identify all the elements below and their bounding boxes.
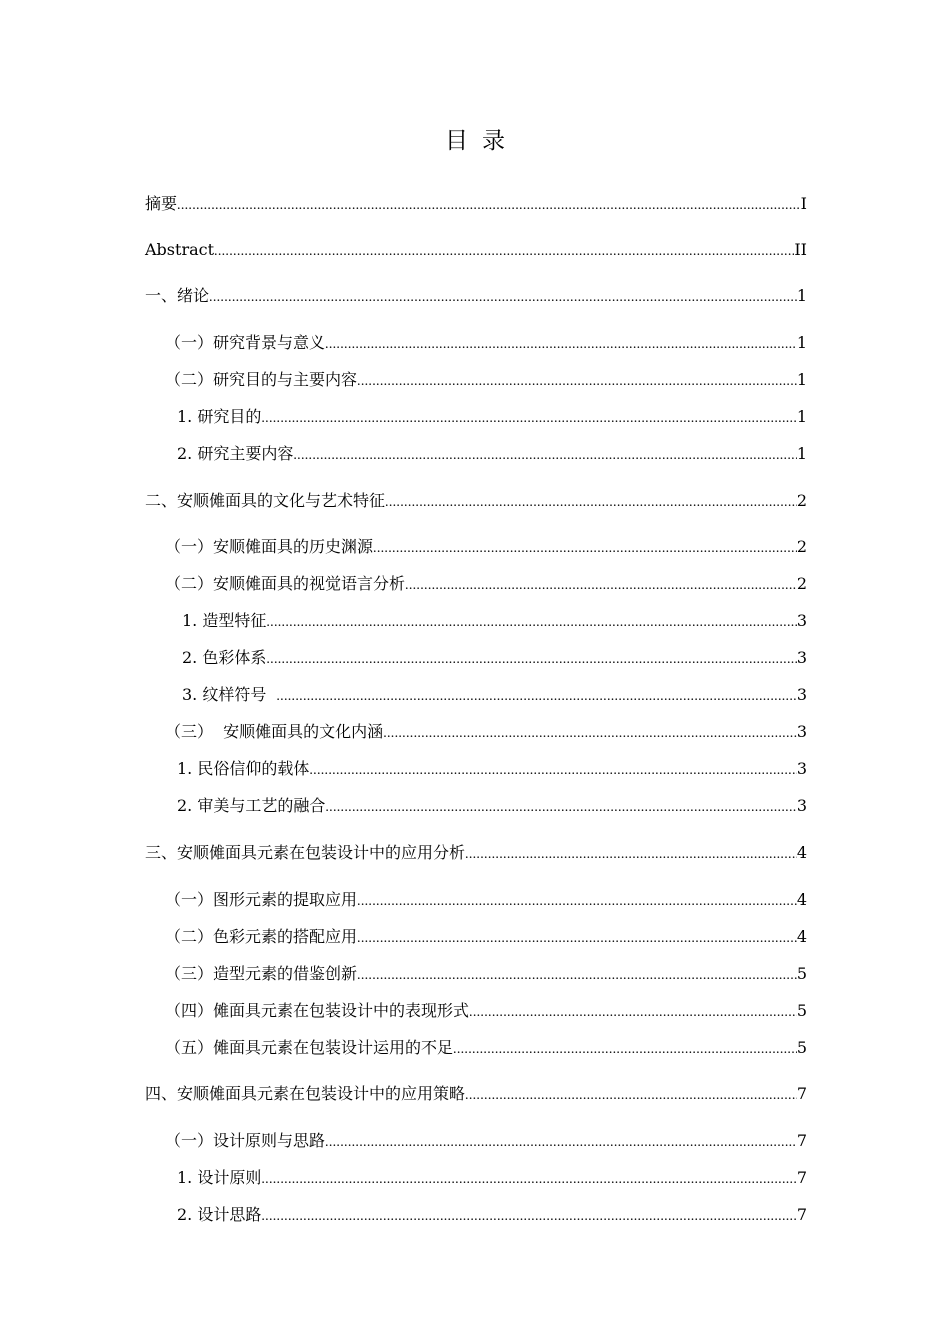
dot-leader	[469, 1005, 797, 1021]
toc-entry-label: （四）傩面具元素在包装设计中的表现形式	[165, 1001, 470, 1020]
toc-entry-label: 摘要	[145, 194, 178, 213]
toc-entry-label: 2. 设计思路	[177, 1205, 262, 1224]
toc-entry-section[interactable]	[165, 718, 807, 742]
dot-leader	[266, 652, 796, 668]
toc-entry-section[interactable]	[165, 570, 807, 594]
toc-entry-chapter-4[interactable]	[145, 1080, 807, 1104]
toc-entry-subsection[interactable]	[182, 681, 807, 705]
toc-entry-chapter-3[interactable]	[145, 839, 807, 863]
toc-entry-page: 3	[796, 685, 807, 704]
dot-leader	[405, 578, 797, 594]
dot-leader	[383, 726, 797, 742]
toc-entry-page: 1	[796, 370, 807, 389]
toc-entry-label: （五）傩面具元素在包装设计运用的不足	[165, 1038, 454, 1057]
toc-entry-section[interactable]	[165, 533, 807, 557]
toc-entry-abstract-cn[interactable]	[145, 190, 807, 214]
toc-entry-subsection[interactable]	[177, 792, 807, 816]
toc-entry-section[interactable]	[165, 329, 807, 353]
toc-entry-page: 4	[796, 890, 807, 909]
toc-entry-page: 3	[796, 759, 807, 778]
toc-entry-page: 7	[796, 1168, 807, 1187]
toc-entry-section[interactable]	[165, 366, 807, 390]
toc-entry-page: I	[800, 194, 807, 213]
toc-entry-label: 2. 审美与工艺的融合	[177, 796, 326, 815]
toc-entry-label: 1. 设计原则	[177, 1168, 262, 1187]
toc-entry-label: 1. 民俗信仰的载体	[177, 759, 310, 778]
dot-leader	[385, 495, 797, 511]
toc-entry-page: 7	[796, 1084, 807, 1103]
toc-entry-page: 5	[796, 964, 807, 983]
dot-leader	[276, 689, 796, 705]
toc-entry-label: （一）研究背景与意义	[165, 333, 326, 352]
dot-leader	[177, 198, 801, 214]
toc-entry-page: 4	[796, 843, 807, 862]
toc-entry-page: II	[794, 240, 807, 259]
dot-leader	[465, 1088, 797, 1104]
toc-entry-label: Abstract	[145, 240, 215, 259]
toc-entry-label: 1. 研究目的	[177, 407, 262, 426]
toc-entry-chapter-2[interactable]	[145, 487, 807, 511]
toc-entry-section[interactable]	[165, 886, 807, 910]
toc-entry-page: 1	[796, 407, 807, 426]
toc-entry-section[interactable]	[165, 1127, 807, 1151]
toc-entry-label: 2. 色彩体系	[182, 648, 267, 667]
toc-entry-subsection[interactable]	[182, 644, 807, 668]
dot-leader	[357, 931, 797, 947]
toc-entry-label: 3. 纹样符号	[182, 685, 267, 704]
toc-entry-page: 3	[796, 611, 807, 630]
toc-entry-label: （一）图形元素的提取应用	[165, 890, 358, 909]
toc-title: 目录	[445, 128, 519, 154]
toc-entry-page: 2	[796, 491, 807, 510]
toc-entry-section[interactable]	[165, 923, 807, 947]
toc-entry-subsection[interactable]	[177, 755, 807, 779]
toc-entry-page: 7	[796, 1205, 807, 1224]
toc-entry-label: （二）安顺傩面具的视觉语言分析	[165, 574, 406, 593]
toc-entry-chapter-1[interactable]	[145, 282, 807, 306]
toc-entry-page: 3	[796, 722, 807, 741]
dot-leader	[453, 1042, 797, 1058]
dot-leader	[325, 1135, 797, 1151]
dot-leader	[261, 1172, 796, 1188]
toc-entry-label: 二、安顺傩面具的文化与艺术特征	[145, 491, 386, 510]
toc-entry-page: 1	[796, 333, 807, 352]
dot-leader	[325, 800, 796, 816]
dot-leader	[209, 290, 797, 306]
toc-entry-label: （一）安顺傩面具的历史渊源	[165, 537, 374, 556]
toc-entry-page: 2	[796, 574, 807, 593]
toc-entry-label: （三） 安顺傩面具的文化内涵	[165, 722, 384, 741]
dot-leader	[357, 894, 797, 910]
toc-entry-abstract-en[interactable]	[145, 236, 807, 260]
toc-entry-page: 5	[796, 1001, 807, 1020]
toc-entry-page: 1	[796, 286, 807, 305]
toc-entry-section[interactable]	[165, 997, 807, 1021]
toc-entry-subsection[interactable]	[177, 440, 807, 464]
toc-entry-subsection[interactable]	[182, 607, 807, 631]
dot-leader	[214, 244, 794, 260]
dot-leader	[309, 763, 796, 779]
dot-leader	[261, 411, 796, 427]
dot-leader	[357, 968, 797, 984]
toc-entry-page: 1	[796, 444, 807, 463]
toc-entry-page: 4	[796, 927, 807, 946]
dot-leader	[293, 448, 796, 464]
toc-entry-section[interactable]	[165, 960, 807, 984]
toc-entry-label: 2. 研究主要内容	[177, 444, 294, 463]
toc-entry-subsection[interactable]	[177, 1164, 807, 1188]
toc-entry-label: 四、安顺傩面具元素在包装设计中的应用策略	[145, 1084, 466, 1103]
toc-entry-label: （一）设计原则与思路	[165, 1131, 326, 1150]
toc-entry-label: 一、绪论	[145, 286, 210, 305]
toc-entry-label: 1. 造型特征	[182, 611, 267, 630]
toc-entry-label: （三）造型元素的借鉴创新	[165, 964, 358, 983]
dot-leader	[373, 541, 797, 557]
toc-entry-page: 3	[796, 648, 807, 667]
dot-leader	[325, 337, 797, 353]
dot-leader	[266, 615, 796, 631]
dot-leader	[465, 847, 797, 863]
toc-entry-label: （二）研究目的与主要内容	[165, 370, 358, 389]
toc-entry-page: 5	[796, 1038, 807, 1057]
dot-leader	[357, 374, 797, 390]
toc-entry-page: 2	[796, 537, 807, 556]
toc-entry-page: 7	[796, 1131, 807, 1150]
dot-leader	[261, 1209, 796, 1225]
toc-entry-section[interactable]	[165, 1034, 807, 1058]
toc-entry-label: （二）色彩元素的搭配应用	[165, 927, 358, 946]
toc-entry-subsection[interactable]	[177, 1201, 807, 1225]
toc-entry-subsection[interactable]	[177, 403, 807, 427]
toc-entry-label: 三、安顺傩面具元素在包装设计中的应用分析	[145, 843, 466, 862]
toc-entry-page: 3	[796, 796, 807, 815]
